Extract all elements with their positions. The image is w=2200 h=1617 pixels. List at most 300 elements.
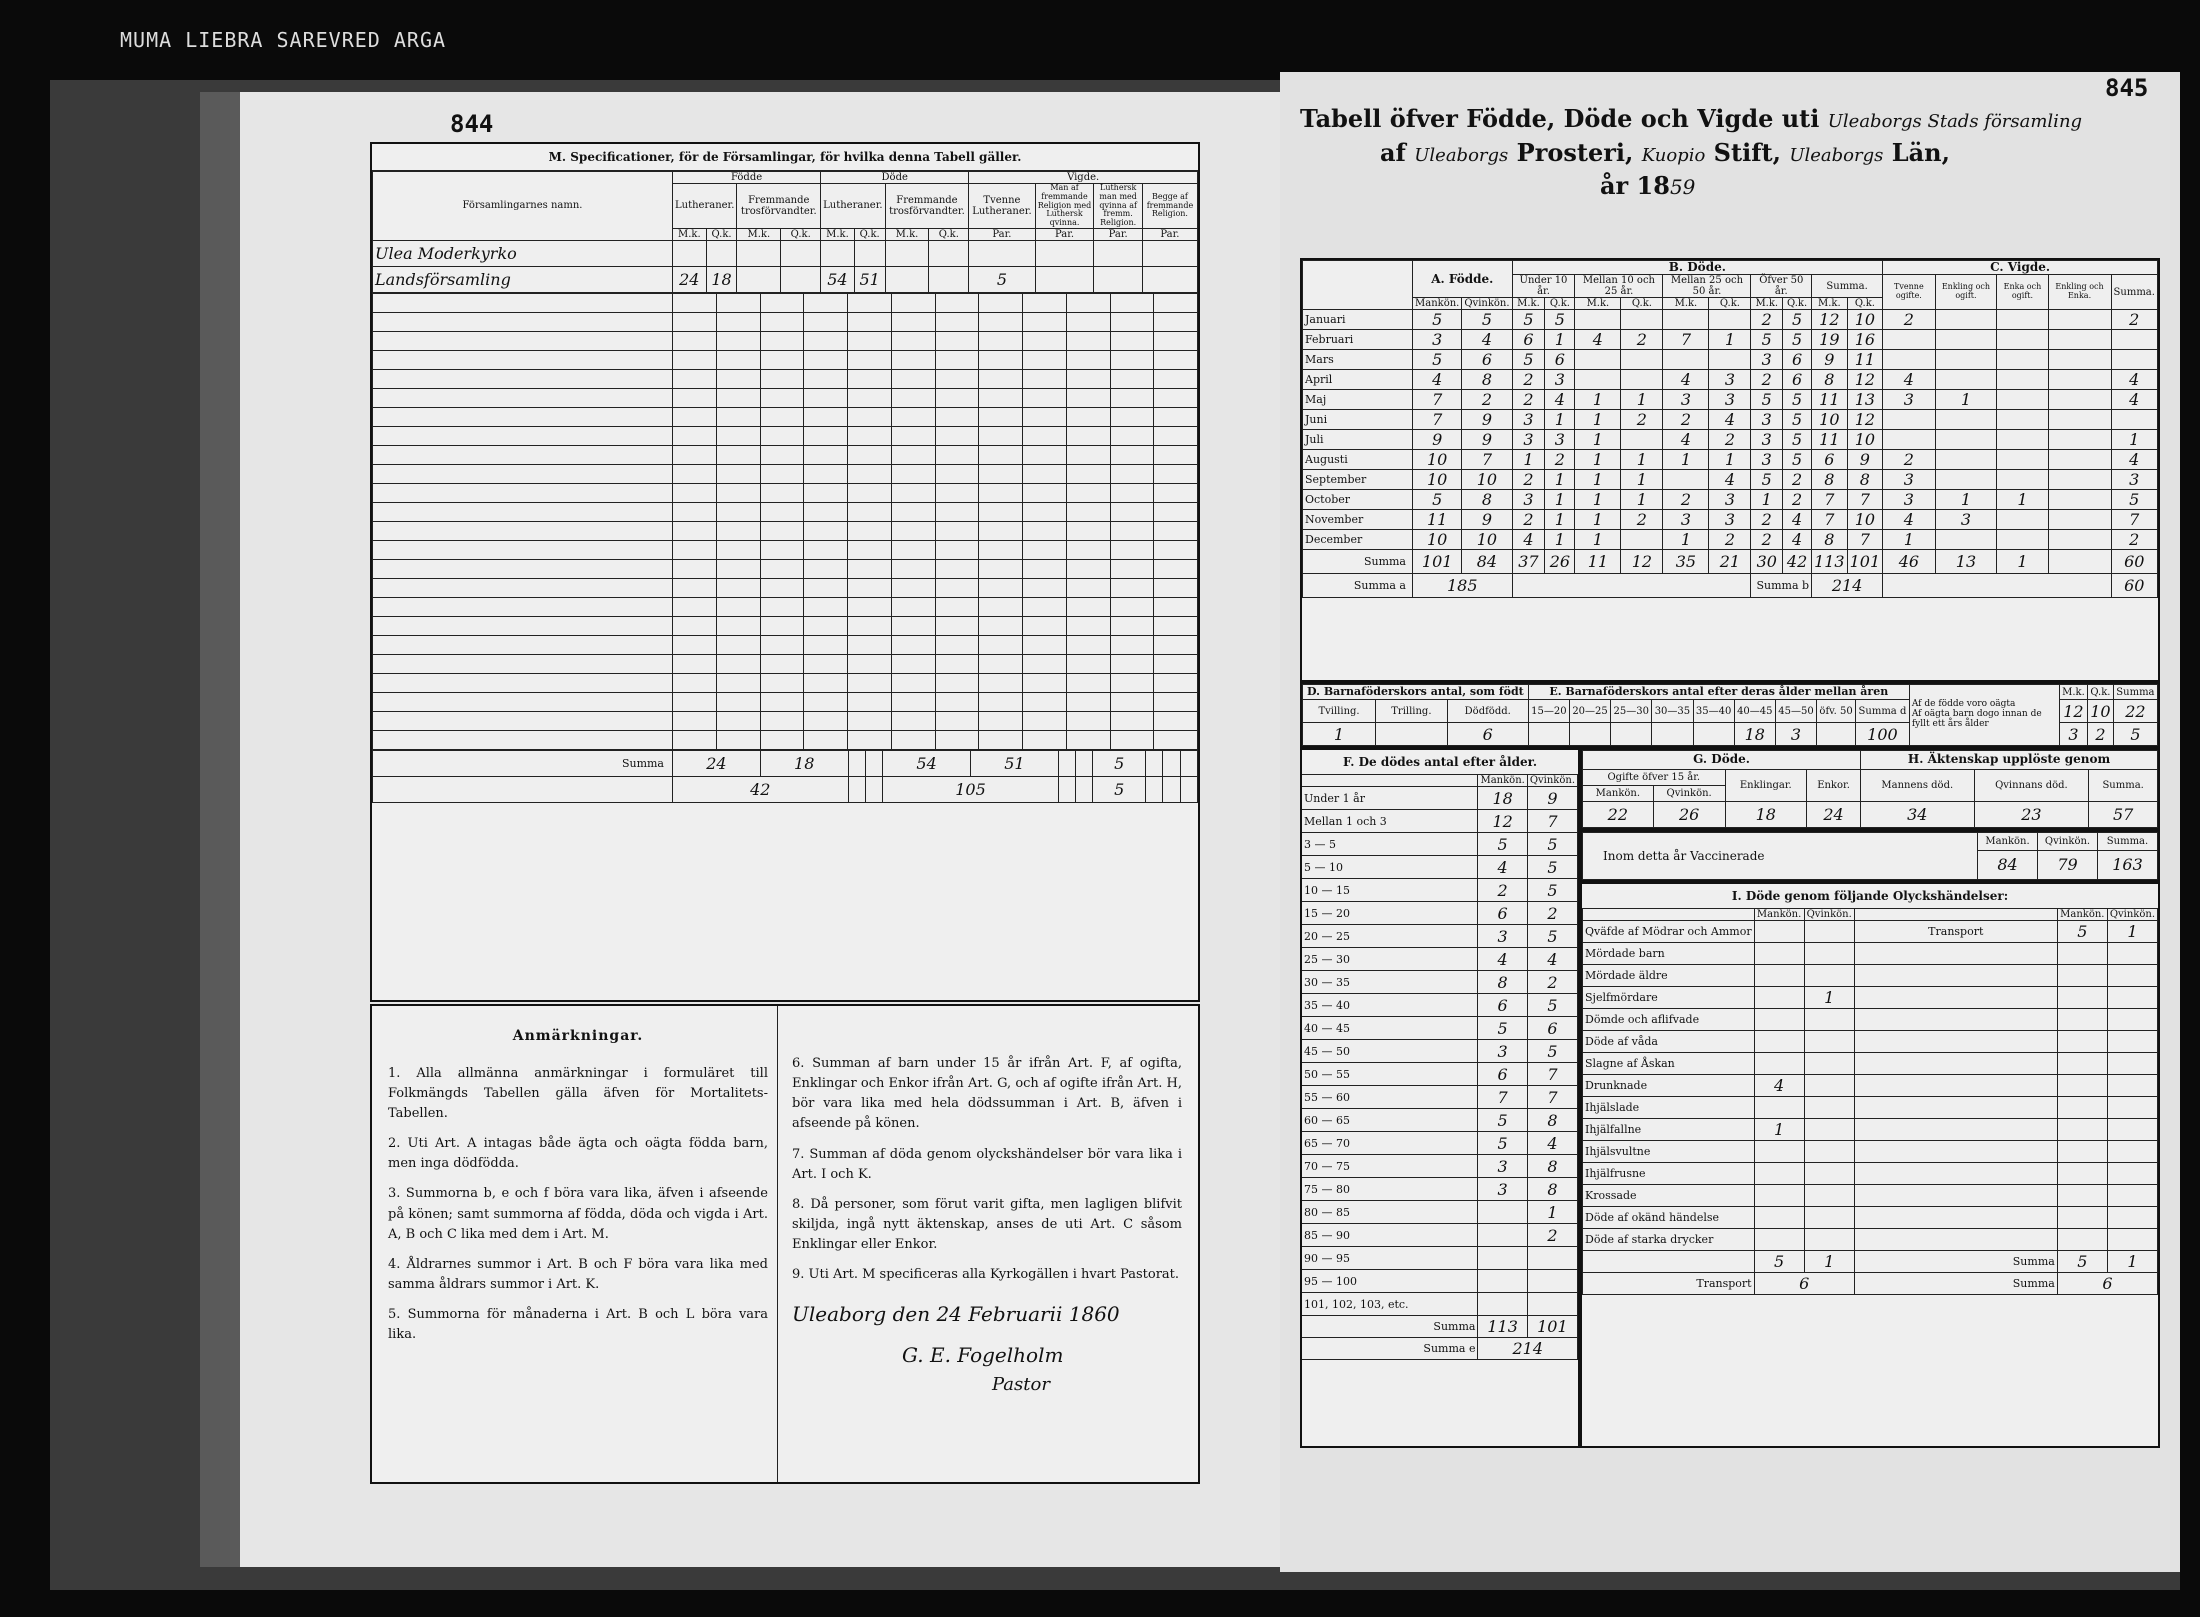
note-8: 8. Då personer, som förut varit gifta, men lagligen blifvit skiljda, ingå nytt äktenskap, anses de uti Art. C såsom Enklingar eller Enkor.	[792, 1196, 1182, 1253]
accident-row	[1583, 1119, 2158, 1141]
age-q: 7	[1527, 1063, 1577, 1086]
b-cell: 2	[1621, 510, 1663, 530]
month-label: December	[1303, 530, 1413, 550]
accident-m	[1754, 943, 1804, 965]
oakta-1-s: 22	[2113, 700, 2157, 723]
age-label: 5 — 10	[1302, 856, 1478, 879]
summa-dode-mk: 54	[883, 750, 971, 776]
age-q: 5	[1527, 879, 1577, 902]
blank-row	[373, 540, 1198, 559]
accident-row	[1583, 1229, 2158, 1251]
accident-m	[1754, 1031, 1804, 1053]
c-cell	[2048, 430, 2111, 450]
age-row	[1302, 1109, 1578, 1132]
c-cell	[2111, 330, 2158, 350]
vacc-m: 84	[1978, 850, 2038, 879]
accident-label: Sjelfmördare	[1583, 987, 1755, 1009]
age-row	[1302, 810, 1578, 833]
b-cell: 1	[1545, 490, 1575, 510]
signature-title: Pastor	[992, 1374, 1050, 1396]
b-cell: 2	[1545, 450, 1575, 470]
age-m: 6	[1478, 1063, 1527, 1086]
a-cell: 10	[1462, 470, 1512, 490]
c-cell: 1	[1997, 490, 2048, 510]
i-frame	[1580, 882, 2160, 1448]
age-q: 7	[1527, 1086, 1577, 1109]
b-cell: 2	[1512, 390, 1545, 410]
b-qk: Q.k.	[1621, 298, 1663, 310]
col-luth-man: Luthersk man med qvinna af fremm. Religion.	[1094, 184, 1142, 229]
b-cell: 6	[1812, 450, 1848, 470]
a-cell: 10	[1462, 530, 1512, 550]
c-cell: 2	[2111, 530, 2158, 550]
a-cell: 8	[1462, 370, 1512, 390]
i-total-q: 1	[1804, 1251, 1854, 1273]
summa-a-label: Summa a	[1303, 574, 1413, 598]
b-cell: 7	[1812, 490, 1848, 510]
note-1: 1. Alla allmänna anmärkningar i formuläret till Folkmängds Tabellen gälla äfven för Mortalitets-Tabellen.	[388, 1065, 768, 1121]
age-q: 5	[1527, 994, 1577, 1017]
b-cell: 10	[1847, 430, 1883, 450]
b-cell: 5	[1512, 350, 1545, 370]
col-tvenne: Tvenne Lutheraner.	[969, 184, 1035, 229]
c-enkling-ogift: Enkling och ogift.	[1935, 275, 1997, 310]
a-cell: 2	[1462, 390, 1512, 410]
age-q: 6	[1527, 1017, 1577, 1040]
f-summa-e-label: Summa e	[1302, 1338, 1478, 1360]
transport-q: 1	[2107, 921, 2157, 943]
vacc-qvinkon: Qvinkön.	[2038, 833, 2098, 851]
age-m: 3	[1478, 1155, 1527, 1178]
title-line-2	[1300, 136, 2160, 170]
g-val: 18	[1725, 801, 1806, 827]
c-cell: 3	[2111, 470, 2158, 490]
month-row	[1303, 430, 2158, 450]
b-cell: 3	[1512, 410, 1545, 430]
b-cell	[1621, 310, 1663, 330]
b-cell: 4	[1709, 410, 1751, 430]
col-dode-luth: Lutheraner.	[821, 184, 885, 229]
summa-b-cell: 12	[1621, 550, 1663, 574]
parish-dode-qk: 51	[854, 266, 885, 292]
b-cell: 2	[1512, 470, 1545, 490]
e-col: 30—35	[1652, 700, 1693, 723]
age-q: 2	[1527, 971, 1577, 994]
c-cell	[1997, 450, 2048, 470]
h-par: Par.	[1094, 228, 1142, 240]
note-7: 7. Summan af döda genom olyckshändelser bör vara lika i Art. I och K.	[792, 1146, 1182, 1182]
b-cell: 4	[1709, 470, 1751, 490]
b-cell: 1	[1575, 430, 1621, 450]
h-mk: M.k.	[673, 228, 707, 240]
sec-e: E. Barnaföderskors antal efter deras ålder mellan åren	[1528, 685, 1909, 700]
c-cell: 3	[1883, 470, 1935, 490]
accident-row	[1583, 1009, 2158, 1031]
age-m: 5	[1478, 1017, 1527, 1040]
age-row	[1302, 1017, 1578, 1040]
g-enkor: Enkor.	[1807, 769, 1861, 801]
month-label: November	[1303, 510, 1413, 530]
b-cell: 5	[1783, 450, 1812, 470]
signature-place: Uleaborg den 24 Februarii 1860	[792, 1302, 1120, 1327]
parish-dode-mk: 54	[821, 266, 855, 292]
accident-row	[1583, 987, 2158, 1009]
title-text-1: Tabell öfver Födde, Döde och Vigde uti	[1300, 104, 1820, 133]
sec-b: B. Döde.	[1512, 261, 1883, 275]
b-cell: 2	[1709, 530, 1751, 550]
accident-m: 1	[1754, 1119, 1804, 1141]
oakta-2-s: 5	[2113, 723, 2157, 746]
note-9: 9. Uti Art. M specificeras alla Kyrkogällen i hvart Pastorat.	[792, 1267, 1180, 1283]
b-qk: Q.k.	[1709, 298, 1751, 310]
c-cell	[2048, 470, 2111, 490]
de-table	[1302, 684, 2158, 746]
c-cell: 1	[2111, 430, 2158, 450]
b-cell: 7	[1812, 510, 1848, 530]
accident-label: Drunknade	[1583, 1075, 1755, 1097]
month-row	[1303, 410, 2158, 430]
age-m: 12	[1478, 810, 1527, 833]
summa-b-cell: 101	[1847, 550, 1883, 574]
accident-label: Mördade äldre	[1583, 965, 1755, 987]
b-cell: 1	[1751, 490, 1783, 510]
vacc-mankon: Mankön.	[1978, 833, 2038, 851]
b-qk: Q.k.	[1783, 298, 1812, 310]
left-page-number: 844	[450, 110, 494, 138]
age-row	[1302, 1224, 1578, 1247]
blank-row	[373, 559, 1198, 578]
col-fodde: Födde	[673, 172, 821, 184]
summa-b-cell: 26	[1545, 550, 1575, 574]
parish-row-1-name: Ulea Moderkyrko	[373, 240, 673, 266]
accident-m	[1754, 1185, 1804, 1207]
blank-row	[373, 502, 1198, 521]
note-5: 5. Summorna för månaderna i Art. B och L böra vara lika.	[388, 1307, 768, 1343]
age-label: 75 — 80	[1302, 1178, 1478, 1201]
accident-q	[1804, 1031, 1854, 1053]
vacc-q: 79	[2038, 850, 2098, 879]
c-cell	[1997, 430, 2048, 450]
accident-m	[1754, 1097, 1804, 1119]
b-cell: 1	[1545, 510, 1575, 530]
note-2: 2. Uti Art. A intagas både ägta och oägta födda barn, men inga dödfödda.	[388, 1136, 768, 1172]
summa-label: Summa	[373, 750, 673, 776]
sec-d: D. Barnaföderskors antal, som födt	[1303, 685, 1529, 700]
i-mankon-2: Mankön.	[2057, 909, 2107, 921]
b-cell: 3	[1709, 370, 1751, 390]
a-cell: 5	[1413, 490, 1462, 510]
summa-b-cell: 35	[1663, 550, 1709, 574]
h-mk: M.k.	[821, 228, 855, 240]
age-label: 85 — 90	[1302, 1224, 1478, 1247]
summa-c-cell: 60	[2111, 550, 2158, 574]
age-q: 5	[1527, 833, 1577, 856]
h-qk: Q.k.	[854, 228, 885, 240]
c-cell	[1935, 430, 1997, 450]
i-summa-m: 5	[2057, 1251, 2107, 1273]
a-cell: 5	[1413, 310, 1462, 330]
b-cell: 6	[1783, 370, 1812, 390]
age-m: 8	[1478, 971, 1527, 994]
accident-label: Mördade barn	[1583, 943, 1755, 965]
b-cell: 8	[1847, 470, 1883, 490]
col-man-af: Man af fremmande Religion med Luthersk qvinna.	[1035, 184, 1094, 229]
h-mannens: Mannens död.	[1861, 769, 1974, 801]
b-cell: 11	[1812, 430, 1848, 450]
age-row	[1302, 787, 1578, 810]
c-cell: 4	[2111, 450, 2158, 470]
age-q: 2	[1527, 902, 1577, 925]
h-qk: Q.k.	[706, 228, 737, 240]
sec-i: I. Döde genom följande Olyckshändelser:	[1731, 889, 2009, 903]
c-cell: 1	[1935, 390, 1997, 410]
blank-row	[373, 597, 1198, 616]
blank-row	[373, 312, 1198, 331]
a-mankon: Mankön.	[1413, 298, 1462, 310]
h-par: Par.	[1142, 228, 1197, 240]
c-cell	[1997, 330, 2048, 350]
b-cell: 1	[1545, 530, 1575, 550]
age-q	[1527, 1293, 1577, 1316]
blank-row	[373, 635, 1198, 654]
abc-frame	[1300, 258, 2160, 682]
accident-label: Krossade	[1583, 1185, 1755, 1207]
i-total-m: 5	[1754, 1251, 1804, 1273]
age-q: 5	[1527, 856, 1577, 879]
i-summa-total: 6	[2057, 1273, 2157, 1295]
age-m	[1478, 1293, 1527, 1316]
b-cell: 12	[1847, 410, 1883, 430]
c-cell	[1997, 470, 2048, 490]
c-summa: Summa.	[2111, 275, 2158, 310]
b-cell: 2	[1709, 430, 1751, 450]
title-year: 59	[1669, 175, 1696, 200]
age-m	[1478, 1224, 1527, 1247]
b-cell	[1621, 370, 1663, 390]
accident-q	[1804, 1163, 1854, 1185]
c-cell	[1997, 310, 2048, 330]
right-page	[1280, 72, 2180, 1572]
archive-stamp: MUMA LIEBRA SAREVRED ARGA	[120, 28, 447, 52]
accident-m	[1754, 1141, 1804, 1163]
i-summa-label-2: Summa	[1854, 1273, 2057, 1295]
b-cell: 8	[1812, 470, 1848, 490]
age-m: 6	[1478, 902, 1527, 925]
accident-label: Döde af okänd händelse	[1583, 1207, 1755, 1229]
e-val	[1693, 723, 1734, 746]
f-summa-m: 113	[1478, 1316, 1527, 1338]
oakta-label-1: Af de födde voro oägta	[1911, 699, 2016, 710]
h-val: 34	[1861, 801, 1974, 827]
b-cell: 1	[1663, 450, 1709, 470]
e-val	[1817, 723, 1856, 746]
title-stift: Stift,	[1713, 137, 1781, 167]
c-cell	[2048, 410, 2111, 430]
month-row	[1303, 370, 2158, 390]
b-cell: 11	[1812, 390, 1848, 410]
accident-row	[1583, 1141, 2158, 1163]
c-cell	[1997, 530, 2048, 550]
oakta-1-q: 10	[2088, 700, 2114, 723]
a-cell: 9	[1462, 430, 1512, 450]
e-col: öfv. 50	[1817, 700, 1856, 723]
blank-row	[373, 445, 1198, 464]
b-cell: 3	[1751, 430, 1783, 450]
c-cell	[1997, 390, 2048, 410]
b-cell: 1	[1621, 450, 1663, 470]
month-row	[1303, 530, 2158, 550]
b-cell	[1709, 310, 1751, 330]
note-3: 3. Summorna b, e och f böra vara lika, äfven i afseende på könen; samt summorna af födda, döda och vigda i Art. A, B och C lika med dem i Art. M.	[388, 1186, 768, 1242]
summa-b-cell: 37	[1512, 550, 1545, 574]
summa-c-cell: 1	[1997, 550, 2048, 574]
b-cell: 5	[1545, 310, 1575, 330]
anmarkningar-frame	[370, 1004, 1200, 1484]
age-q	[1527, 1270, 1577, 1293]
b-cell: 1	[1575, 490, 1621, 510]
title-prosteri: Prosteri,	[1516, 137, 1634, 167]
month-row	[1303, 390, 2158, 410]
b-cell: 1	[1575, 450, 1621, 470]
accident-m	[1754, 1229, 1804, 1251]
a-cell: 5	[1413, 350, 1462, 370]
month-label: Januari	[1303, 310, 1413, 330]
b-mk: M.k.	[1575, 298, 1621, 310]
e-col: 20—25	[1569, 700, 1610, 723]
age-label: 20 — 25	[1302, 925, 1478, 948]
c-cell	[1883, 410, 1935, 430]
accident-m	[1754, 987, 1804, 1009]
d-val: 6	[1447, 723, 1528, 746]
e-val: 100	[1856, 723, 1910, 746]
summa-c-cell	[2048, 550, 2111, 574]
age-label: 95 — 100	[1302, 1270, 1478, 1293]
age-row	[1302, 902, 1578, 925]
e-val	[1528, 723, 1569, 746]
a-cell: 10	[1413, 450, 1462, 470]
left-page	[200, 92, 1280, 1567]
h-mk: M.k.	[737, 228, 781, 240]
accident-q	[1804, 1097, 1854, 1119]
accident-q	[1804, 965, 1854, 987]
accident-m	[1754, 921, 1804, 943]
blank-row	[373, 426, 1198, 445]
c-cell: 4	[1883, 510, 1935, 530]
a-qvinkon: Qvinkön.	[1462, 298, 1512, 310]
f-mankon: Mankön.	[1478, 775, 1527, 787]
b-over50: Öfver 50 år.	[1751, 275, 1812, 298]
accident-m	[1754, 1009, 1804, 1031]
b-cell	[1575, 370, 1621, 390]
c-enka-ogift: Enka och ogift.	[1997, 275, 2048, 310]
b-cell: 16	[1847, 330, 1883, 350]
age-row	[1302, 1201, 1578, 1224]
c-cell	[2048, 330, 2111, 350]
c-cell	[2048, 350, 2111, 370]
c-cell: 3	[1883, 490, 1935, 510]
sec-h: H. Äktenskap upplöste genom	[1861, 751, 2158, 770]
vacc-summa: Summa.	[2098, 833, 2158, 851]
accident-label: Qväfde af Mödrar och Ammor	[1583, 921, 1755, 943]
b-cell: 7	[1847, 530, 1883, 550]
age-q: 4	[1527, 948, 1577, 971]
h-val: 57	[2089, 801, 2158, 827]
b-cell: 5	[1783, 410, 1812, 430]
b-cell: 3	[1512, 490, 1545, 510]
b-cell: 8	[1812, 530, 1848, 550]
g-val: 26	[1653, 801, 1725, 827]
month-label: September	[1303, 470, 1413, 490]
c-cell: 4	[1883, 370, 1935, 390]
b-cell: 3	[1709, 490, 1751, 510]
c-cell	[1997, 510, 2048, 530]
f-summa-label: Summa	[1302, 1316, 1478, 1338]
age-row	[1302, 1155, 1578, 1178]
b-cell: 5	[1783, 310, 1812, 330]
accident-row	[1583, 1097, 2158, 1119]
month-row	[1303, 310, 2158, 330]
title-af: af	[1380, 137, 1406, 167]
a-cell: 7	[1413, 390, 1462, 410]
age-row	[1302, 971, 1578, 994]
f-table	[1302, 774, 1578, 1360]
c-cell	[2048, 390, 2111, 410]
month-label: Mars	[1303, 350, 1413, 370]
a-cell: 5	[1462, 310, 1512, 330]
transport-label: Transport	[1854, 921, 2057, 943]
b-cell: 1	[1621, 490, 1663, 510]
blank-row	[373, 578, 1198, 597]
anm-title: Anmärkningar.	[512, 1028, 644, 1044]
age-row	[1302, 1132, 1578, 1155]
accident-label: Dömde och aflifvade	[1583, 1009, 1755, 1031]
g-mankon: Mankön.	[1583, 785, 1654, 801]
b-cell: 5	[1783, 330, 1812, 350]
b-cell: 19	[1812, 330, 1848, 350]
right-page-number: 845	[2105, 74, 2149, 102]
b-cell: 3	[1751, 450, 1783, 470]
month-row	[1303, 490, 2158, 510]
b-cell: 1	[1512, 450, 1545, 470]
month-row	[1303, 470, 2158, 490]
accident-row	[1583, 921, 2158, 943]
age-label: 15 — 20	[1302, 902, 1478, 925]
accident-q	[1804, 1075, 1854, 1097]
blank-row	[373, 293, 1198, 312]
b-cell: 2	[1751, 510, 1783, 530]
b-cell: 1	[1545, 470, 1575, 490]
age-m: 6	[1478, 994, 1527, 1017]
age-label: 40 — 45	[1302, 1017, 1478, 1040]
d-dodfodd: Dödfödd.	[1447, 700, 1528, 723]
b-cell: 10	[1847, 510, 1883, 530]
accident-row	[1583, 1075, 2158, 1097]
i-qvinkon-2: Qvinkön.	[2107, 909, 2157, 921]
b-under10: Under 10 år.	[1512, 275, 1575, 298]
age-q: 8	[1527, 1155, 1577, 1178]
h-summa: Summa.	[2089, 769, 2158, 801]
c-cell: 4	[2111, 370, 2158, 390]
b-cell: 5	[1751, 470, 1783, 490]
age-label: 45 — 50	[1302, 1040, 1478, 1063]
accident-m	[1754, 1053, 1804, 1075]
accident-m	[1754, 965, 1804, 987]
age-label: 10 — 15	[1302, 879, 1478, 902]
parish-fodde-qk: 18	[706, 266, 737, 292]
title-year-prefix: år 18	[1600, 171, 1670, 201]
transport-m: 5	[2057, 921, 2107, 943]
summa-par-total: 5	[1093, 776, 1146, 802]
